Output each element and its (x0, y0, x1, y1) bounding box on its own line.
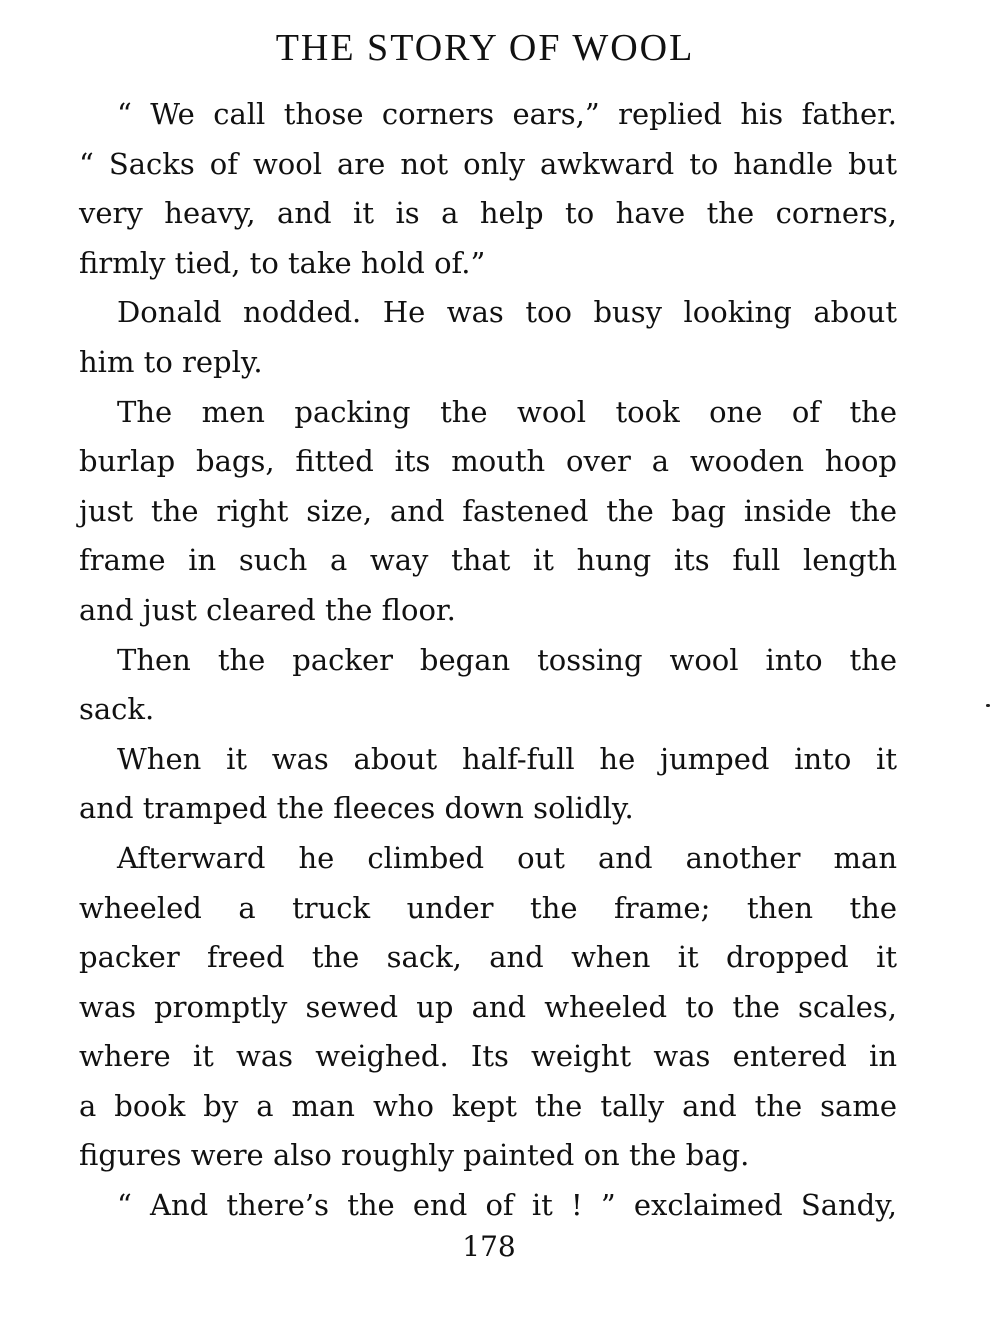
text-line: him to reply. (79, 344, 263, 379)
text-line: firmly tied, to take hold of.” (79, 245, 486, 280)
paragraph (79, 834, 897, 1181)
paragraph (79, 388, 897, 636)
text-line: burlap bags, fitted its mouth over a wooden hoop (79, 444, 897, 479)
paragraph (79, 735, 897, 834)
text-line: Afterward he climbed out and another man (117, 840, 897, 875)
text-line: packer freed the sack, and when it dropped it (79, 940, 897, 975)
text-line: very heavy, and it is a help to have the corners, (79, 196, 897, 231)
text-line: just the right size, and fastened the bag inside the (79, 493, 897, 528)
text-line: Donald nodded. He was too busy looking about (117, 295, 897, 330)
text-line: sack. (79, 692, 155, 727)
paragraph (79, 90, 897, 288)
text-line: was promptly sewed up and wheeled to the scales, (79, 989, 897, 1024)
paragraph (79, 288, 897, 387)
text-line: wheeled a truck under the frame; then the (79, 890, 897, 925)
paragraph (79, 1181, 897, 1231)
text-line: “ We call those corners ears,” replied his father. (117, 97, 897, 131)
text-line: When it was about half-full he jumped into it (117, 741, 897, 776)
text-line: a book by a man who kept the tally and the same (79, 1088, 897, 1123)
text-line: Then the packer began tossing wool into the (117, 642, 897, 677)
text-line: frame in such a way that it hung its full length (79, 543, 897, 578)
print-speck (986, 704, 990, 707)
paragraph (79, 636, 897, 735)
page-number: 178 (462, 1230, 516, 1263)
running-head: THE STORY OF WOOL (275, 27, 695, 69)
text-line: “ And there’s the end of it ! ” exclaimed Sandy, (117, 1188, 897, 1223)
body-text (79, 90, 897, 1231)
text-line: “ Sacks of wool are not only awkward to handle but (79, 146, 897, 181)
text-line: figures were also roughly painted on the bag. (79, 1138, 750, 1173)
text-line: The men packing the wool took one of the (117, 394, 897, 429)
text-line: and tramped the fleeces down solidly. (79, 791, 634, 826)
text-line: and just cleared the floor. (79, 592, 456, 627)
text-line: where it was weighed. Its weight was entered in (79, 1039, 897, 1074)
